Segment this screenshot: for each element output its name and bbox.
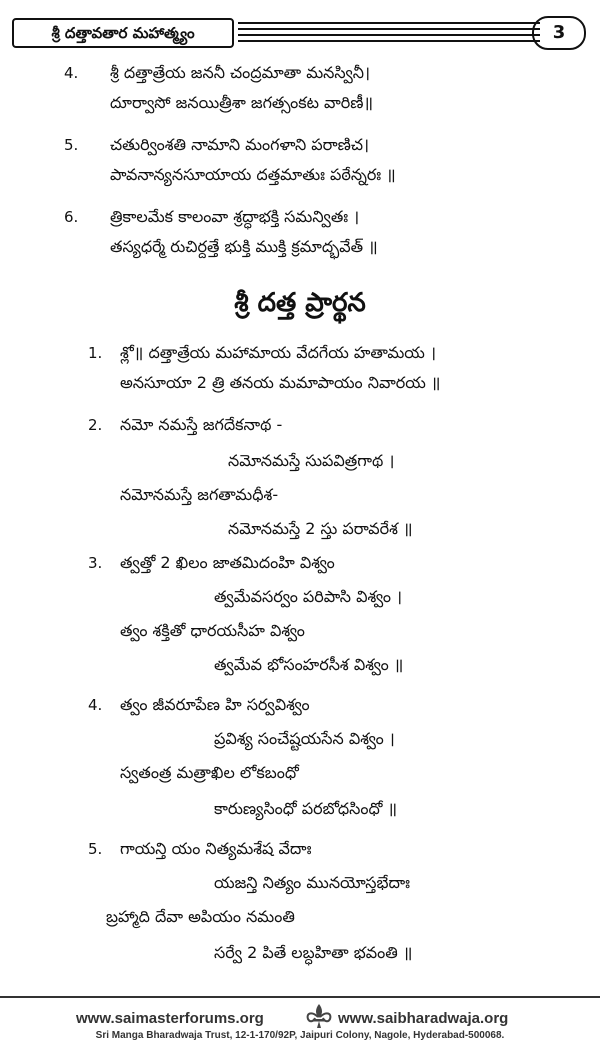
prayer-line: త్వం జీవరూపేణ హి సర్వవిశ్వం <box>120 695 310 714</box>
page-header <box>12 16 588 50</box>
verse-line: దూర్వాసో జనయిత్రీశా జగత్సంకట వారిణీ॥ <box>110 93 374 112</box>
prayer-line: కారుణ్యసింధో పరబోధసింధో ॥ <box>214 799 398 818</box>
prayer-line: సర్వే 2 పితే లబ్ధహితా భవంతి ॥ <box>214 943 413 962</box>
verse-line: పావనాన్యనసూయాయ దత్తమాతుః పఠేన్నరః ॥ <box>110 165 396 184</box>
verse-line: శ్రీ దత్తాత్రేయ జననీ చంద్రమాతా మనస్వినీ। <box>110 63 371 82</box>
prayer-line: స్వతంత్ర మత్రాఖిల లోకబంధో <box>120 763 299 782</box>
prayer-line: నమోనమస్తే 2 స్తు పరావరేశ ॥ <box>228 519 413 538</box>
footer-link-saimasterforums[interactable]: www.saimasterforums.org <box>76 1010 264 1027</box>
prayer-line: నమోనమస్తే జగతామధీశ- <box>120 485 279 504</box>
prayer-line: ప్రవిశ్య సంచేష్టయసేన విశ్వం । <box>214 729 395 748</box>
footer-divider <box>0 996 600 998</box>
footer-address: Sri Manga Bharadwaja Trust, 12-1-170/92P, Jaipuri Colony, Nagole, Hyderabad-500068. <box>95 1030 505 1041</box>
verse-line: చతుర్వింశతి నామాని మంగళాని పరాణిచ। <box>110 135 370 154</box>
header-rules <box>238 22 540 42</box>
prayer-line: త్వత్తో 2 ఖిలం జాతమిదంహి విశ్వం <box>120 553 335 572</box>
prayer-number: 3. <box>88 554 103 572</box>
prayer-line: యజన్తి నిత్యం మునయోస్తభేదాః <box>214 873 411 892</box>
page-number: 3 <box>532 16 586 50</box>
verse-line: త్రికాలమేక కాలంవా శ్రద్ధాభక్తి సమన్వితః । <box>110 207 360 226</box>
verse-number: 5. <box>64 136 79 154</box>
prayer-line: త్వమేవసర్వం పరిపాసి విశ్వం । <box>214 587 403 606</box>
prayer-number: 5. <box>88 840 103 858</box>
verse-line: తస్యధర్మే రుచిర్దత్తే భుక్తి ముక్తి క్రమాద్భవేత్ ॥ <box>110 237 378 256</box>
prayer-line: త్వం శక్తితో ధారయసీహ విశ్వం <box>120 621 305 640</box>
verse-number: 4. <box>64 64 79 82</box>
prayer-line: నమో నమస్తే జగదేకనాథ - <box>120 415 283 434</box>
fleur-de-lis-icon <box>304 1002 334 1030</box>
running-title: శ్రీ దత్తావతార మహాత్మ్యం <box>12 18 234 48</box>
prayer-number: 2. <box>88 416 103 434</box>
prayer-line: బ్రహ్మాది దేవా అపియం నమంతి <box>106 907 295 926</box>
prayer-line: నమోనమస్తే సుపవిత్రగాథ । <box>228 451 395 470</box>
footer-link-saibharadwaja[interactable]: www.saibharadwaja.org <box>338 1010 509 1027</box>
prayer-line: అనసూయా 2 త్రి తనయ మమాపాయం నివారయ ॥ <box>120 373 441 392</box>
prayer-number: 4. <box>88 696 103 714</box>
prayer-line: శ్లో॥ దత్తాత్రేయ మహామాయ వేదగేయ హతామయ । <box>120 343 437 362</box>
section-heading: శ్రీ దత్త ప్రార్థన <box>234 288 366 318</box>
prayer-line: త్వమేవ భోసంహరసీశ విశ్వం ॥ <box>214 655 404 674</box>
verse-number: 6. <box>64 208 79 226</box>
prayer-line: గాయన్తి యం నిత్యమశేష వేదాః <box>120 839 312 858</box>
prayer-number: 1. <box>88 344 103 362</box>
